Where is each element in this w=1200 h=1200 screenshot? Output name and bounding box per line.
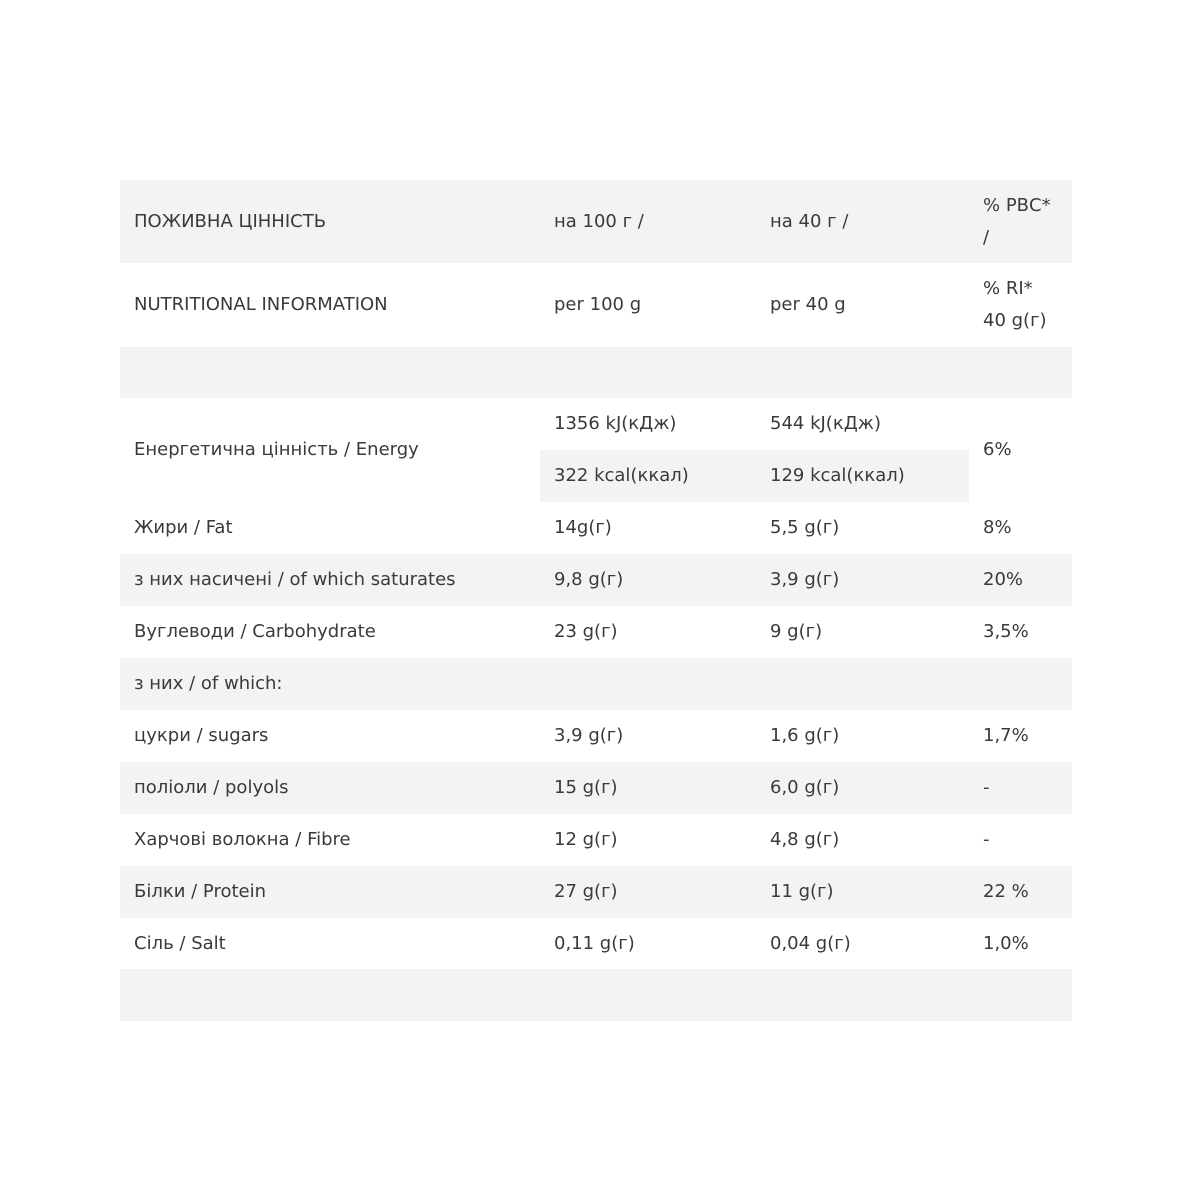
header-ri-en — [969, 263, 1072, 347]
row-label: з них насичені / of which saturates — [134, 569, 456, 590]
row-ri: 8% — [983, 517, 1012, 538]
row-per40: 3,9 g(г) — [770, 569, 840, 590]
header-per40-en: per 40 g — [770, 294, 846, 315]
row-per100: 15 g(г) — [554, 777, 618, 798]
row-ri: 20% — [983, 569, 1024, 590]
row-per40: 9 g(г) — [770, 621, 823, 642]
row-ri: - — [983, 829, 990, 850]
table-row — [120, 866, 1072, 918]
table-row — [120, 762, 1072, 814]
row-ri: 1,7% — [983, 725, 1029, 746]
row-per100 — [540, 658, 756, 710]
row-label: з них / of which: — [134, 673, 283, 694]
row-per40: 1,6 g(г) — [770, 725, 840, 746]
row-ri: 1,0% — [983, 932, 1029, 954]
row-per40: 5,5 g(г) — [770, 517, 840, 538]
table-row — [120, 814, 1072, 866]
table-row — [120, 554, 1072, 606]
table-row — [120, 502, 1072, 554]
header-per40-uk: на 40 г / — [770, 210, 849, 232]
row-label: Білки / Protein — [134, 881, 267, 902]
header-row-uk — [120, 180, 1072, 263]
energy-kj-row — [540, 398, 969, 450]
header-per100-en: per 100 g — [554, 294, 642, 315]
row-ri: 3,5% — [983, 621, 1029, 642]
row-label: Харчові волокна / Fibre — [134, 829, 351, 850]
energy-ri: 6% — [983, 439, 1012, 460]
row-per100: 3,9 g(г) — [554, 725, 624, 746]
energy-kcal-per40: 129 kcal(ккал) — [770, 465, 905, 486]
row-per40 — [756, 658, 969, 710]
header-ri-uk — [969, 180, 1072, 263]
row-per100: 12 g(г) — [554, 829, 618, 850]
table-row — [120, 606, 1072, 658]
spacer-row — [120, 347, 1072, 398]
row-ri: 22 % — [983, 881, 1029, 902]
row-per100: 27 g(г) — [554, 881, 618, 902]
energy-row — [120, 398, 1072, 502]
row-per40: 11 g(г) — [770, 881, 834, 902]
row-per100: 0,11 g(г) — [554, 932, 635, 954]
energy-kcal-row — [540, 450, 969, 502]
row-per100: 23 g(г) — [554, 621, 618, 642]
energy-kj-per100: 1356 kJ(кДж) — [554, 413, 677, 434]
header-ri-en-line1: % RI* — [983, 278, 1033, 299]
header-per100-uk: на 100 г / — [554, 210, 644, 232]
row-per100: 9,8 g(г) — [554, 569, 624, 590]
row-label: Жири / Fat — [134, 517, 233, 538]
energy-label: Енергетична цінність / Energy — [134, 439, 419, 460]
header-ri-uk-line1: % РВС* — [983, 194, 1051, 216]
header-ri-uk-line2: / — [983, 226, 990, 248]
row-per40: 6,0 g(г) — [770, 777, 840, 798]
header-row-en — [120, 263, 1072, 347]
table-row — [120, 918, 1072, 969]
row-per40: 0,04 g(г) — [770, 932, 851, 954]
header-label-en: NUTRITIONAL INFORMATION — [134, 294, 388, 315]
header-ri-en-line2: 40 g(г) — [983, 310, 1047, 331]
energy-kj-per40: 544 kJ(кДж) — [770, 413, 882, 434]
table-row — [120, 658, 1072, 710]
footer-spacer-row — [120, 969, 1072, 1021]
nutrition-table — [120, 180, 1072, 1021]
row-label: Вуглеводи / Carbohydrate — [134, 621, 376, 642]
header-label-uk: ПОЖИВНА ЦІННІСТЬ — [134, 210, 327, 232]
row-label: поліоли / polyols — [134, 777, 289, 798]
row-label: цукри / sugars — [134, 725, 269, 746]
row-ri: - — [983, 777, 990, 798]
energy-kcal-per100: 322 kcal(ккал) — [554, 465, 689, 486]
table-row — [120, 710, 1072, 762]
row-ri — [969, 658, 1072, 710]
row-per100: 14g(г) — [554, 517, 612, 538]
row-label: Сіль / Salt — [134, 932, 226, 954]
row-per40: 4,8 g(г) — [770, 829, 840, 850]
